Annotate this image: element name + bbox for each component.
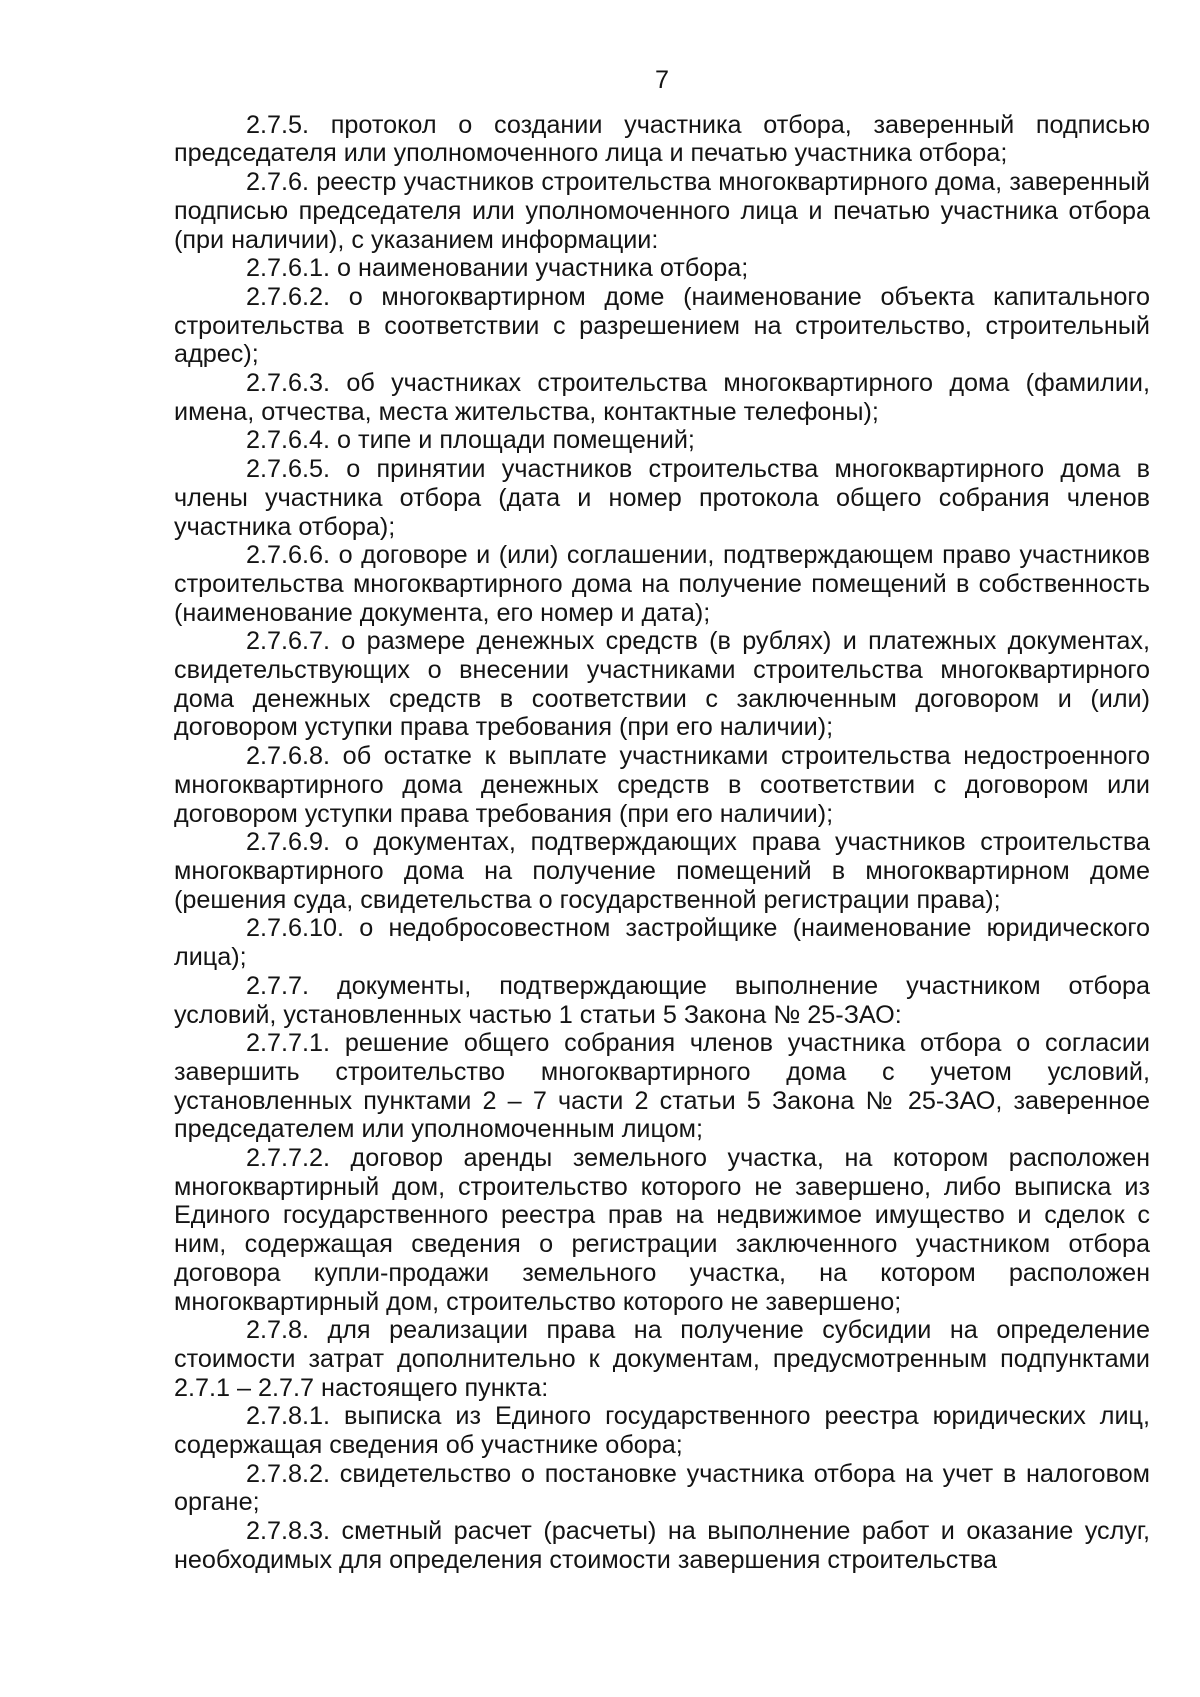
paragraph: 2.7.6.6. о договоре и (или) соглашении, подтверждающем право участников строительства многоквартирного дома на получение помещений в собственность (наименование документа, его номер и дата); <box>174 541 1150 627</box>
paragraph: 2.7.8. для реализации права на получение субсидии на определение стоимости затрат дополнительно к документам, предусмотренным подпунктами 2.7.1 – 2.7.7 настоящего пункта: <box>174 1316 1150 1402</box>
paragraph: 2.7.6. реестр участников строительства многоквартирного дома, заверенный подписью председателя или уполномоченного лица и печатью участника отбора (при наличии), с указанием информации: <box>174 168 1150 254</box>
paragraph: 2.7.7.2. договор аренды земельного участка, на котором расположен многоквартирный дом, строительство которого не завершено, либо выписка из Единого государственного реестра прав на недвижимое имущество и сделок с ним, содержащая сведения о регистрации заключенного участником отбора договора купли-продажи земельного участка, на котором расположен многоквартирный дом, строительство которого не завершено; <box>174 1144 1150 1316</box>
document-body <box>174 111 1150 1575</box>
paragraph: 2.7.6.3. об участниках строительства многоквартирного дома (фамилии, имена, отчества, места жительства, контактные телефоны); <box>174 369 1150 426</box>
paragraph: 2.7.6.9. о документах, подтверждающих права участников строительства многоквартирного дома на получение помещений в многоквартирном доме (решения суда, свидетельства о государственной регистрации права); <box>174 828 1150 914</box>
paragraph: 2.7.6.7. о размере денежных средств (в рублях) и платежных документах, свидетельствующих о внесении участниками строительства многоквартирного дома денежных средств в соответствии с заключенным договором и (или) договором уступки права требования (при его наличии); <box>174 627 1150 742</box>
paragraph: 2.7.6.2. о многоквартирном доме (наименование объекта капитального строительства в соответствии с разрешением на строительство, строительный адрес); <box>174 282 1150 369</box>
paragraph: 2.7.6.8. об остатке к выплате участниками строительства недостроенного многоквартирного дома денежных средств в соответствии с договором или договором уступки права требования (при его наличии); <box>174 742 1150 828</box>
paragraph: 2.7.6.5. о принятии участников строительства многоквартирного дома в члены участника отбора (дата и номер протокола общего собрания членов участника отбора); <box>174 455 1150 541</box>
paragraph: 2.7.8.2. свидетельство о постановке участника отбора на учет в налоговом органе; <box>174 1459 1150 1517</box>
paragraph: 2.7.6.10. о недобросовестном застройщике (наименование юридического лица); <box>174 914 1150 972</box>
paragraph: 2.7.7. документы, подтверждающие выполнение участником отбора условий, установленных частью 1 статьи 5 Закона № 25-ЗАО: <box>174 971 1150 1029</box>
paragraph: 2.7.5. протокол о создании участника отбора, заверенный подписью председателя или уполномоченного лица и печатью участника отбора; <box>174 110 1150 168</box>
document-page <box>174 66 1150 1575</box>
paragraph: 2.7.8.3. сметный расчет (расчеты) на выполнение работ и оказание услуг, необходимых для определения стоимости завершения строительства <box>174 1517 1150 1574</box>
paragraph: 2.7.8.1. выписка из Единого государственного реестра юридических лиц, содержащая сведения об участнике обора; <box>174 1402 1150 1460</box>
paragraph: 2.7.6.4. о типе и площади помещений; <box>246 426 695 455</box>
paragraph: 2.7.6.1. о наименовании участника отбора; <box>246 254 749 283</box>
paragraph: 2.7.7.1. решение общего собрания членов участника отбора о согласии завершить строительство многоквартирного дома с учетом условий, установленных пунктами 2 – 7 части 2 статьи 5 Закона № 25-ЗАО, заверенное председателем или уполномоченным лицом; <box>174 1029 1150 1144</box>
page-number: 7 <box>654 66 669 94</box>
